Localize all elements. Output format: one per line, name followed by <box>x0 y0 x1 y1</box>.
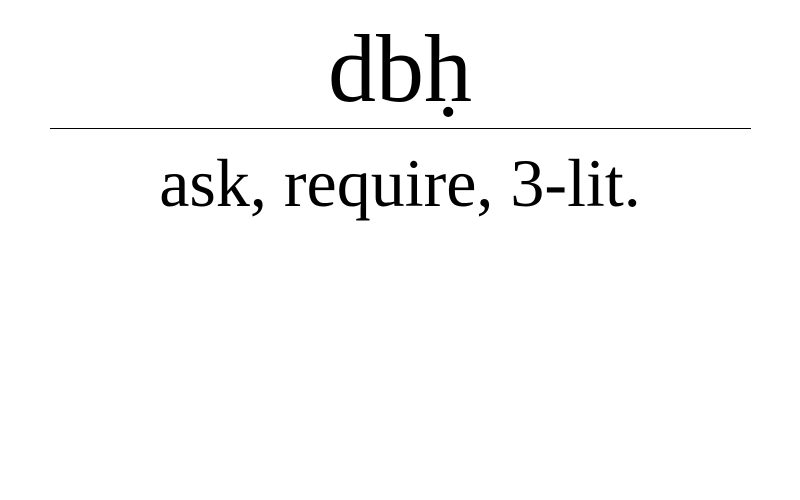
definition-text: ask, require, 3-lit. <box>159 145 641 221</box>
term-text: dbḥ <box>328 15 472 122</box>
divider-line <box>50 128 751 129</box>
